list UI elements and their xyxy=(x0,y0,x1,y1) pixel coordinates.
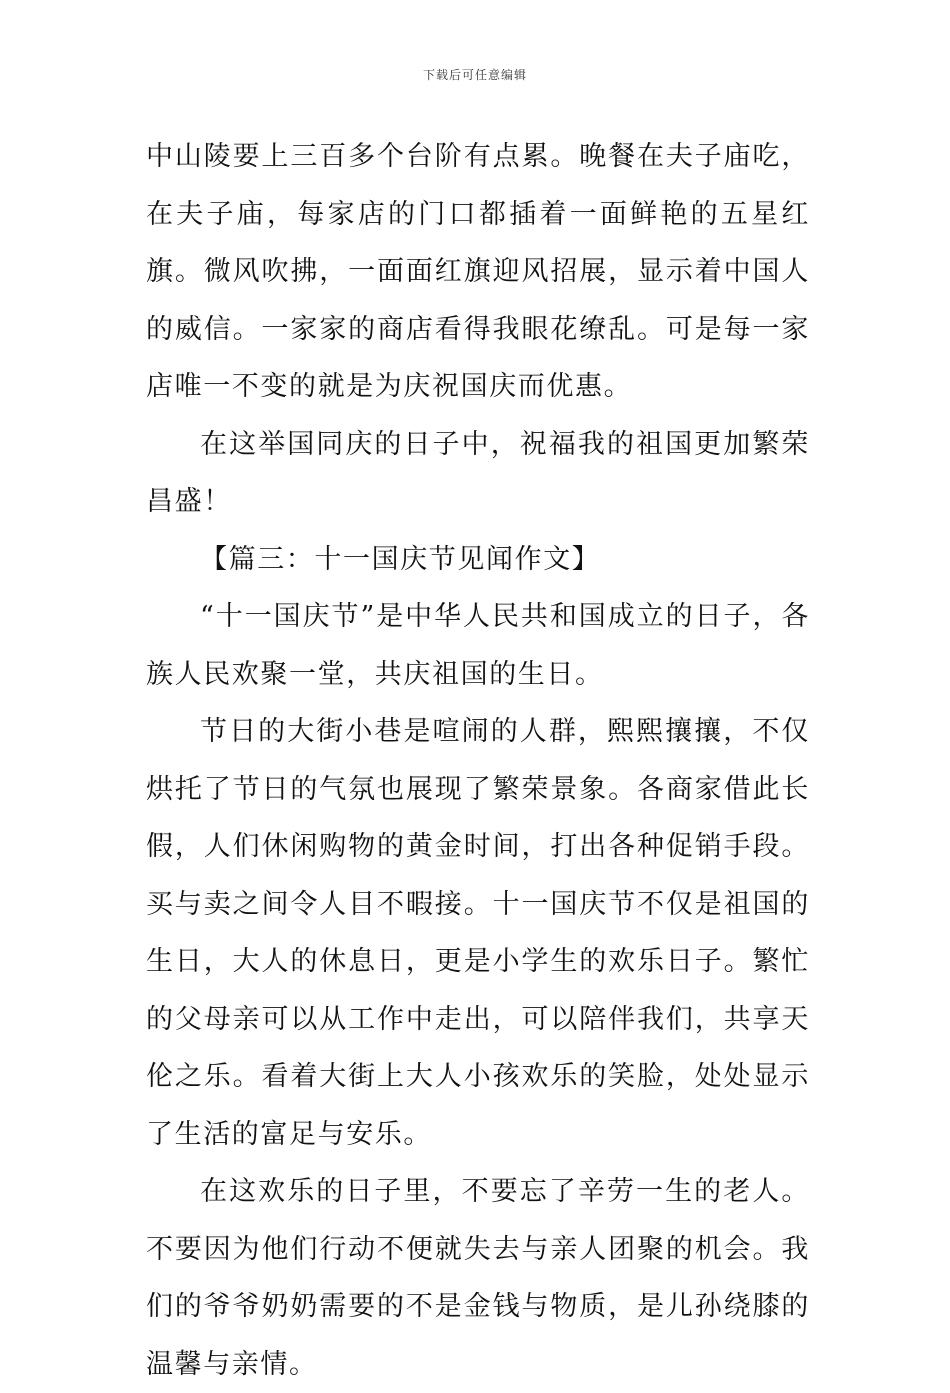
paragraph-street-scene: 节日的大街小巷是喧闹的人群，熙熙攘攘，不仅烘托了节日的气氛也展现了繁荣景象。各商家借此长假，人们休闲购物的黄金时间，打出各种促销手段。买与卖之间令人目不暇接。十一国庆节不仅是祖国的生日，大人的休息日，更是小学生的欢乐日子。繁忙的父母亲可以从工作中走出，可以陪伴我们，共享天伦之乐。看着大街上大人小孩欢乐的笑脸，处处显示了生活的富足与安乐。 xyxy=(146,716,810,1150)
paragraph-blessing: 在这举国同庆的日子中，祝福我的祖国更加繁荣昌盛！ xyxy=(146,428,810,517)
page-header: 下载后可任意编辑 xyxy=(422,68,527,82)
paragraph-intro: “十一国庆节”是中华人民共和国成立的日子，各族人民欢聚一堂，共庆祖国的生日。 xyxy=(146,601,810,690)
paragraph-continuation: 中山陵要上三百多个台阶有点累。晚餐在夫子庙吃，在夫子庙，每家店的门口都插着一面鲜艳的五星红旗。微风吹拂，一面面红旗迎风招展，显示着中国人的威信。一家家的商店看得我眼花缭乱。可是每一家店唯一不变的就是为庆祝国庆而优惠。 xyxy=(146,141,810,402)
document-body xyxy=(146,128,810,1393)
section-title: 【篇三：十一国庆节见闻作文】 xyxy=(200,543,601,575)
paragraph-elders: 在这欢乐的日子里，不要忘了辛劳一生的老人。不要因为他们行动不便就失去与亲人团聚的机会。我们的爷爷奶奶需要的不是金钱与物质，是儿孙绕膝的温馨与亲情。 xyxy=(146,1176,810,1380)
